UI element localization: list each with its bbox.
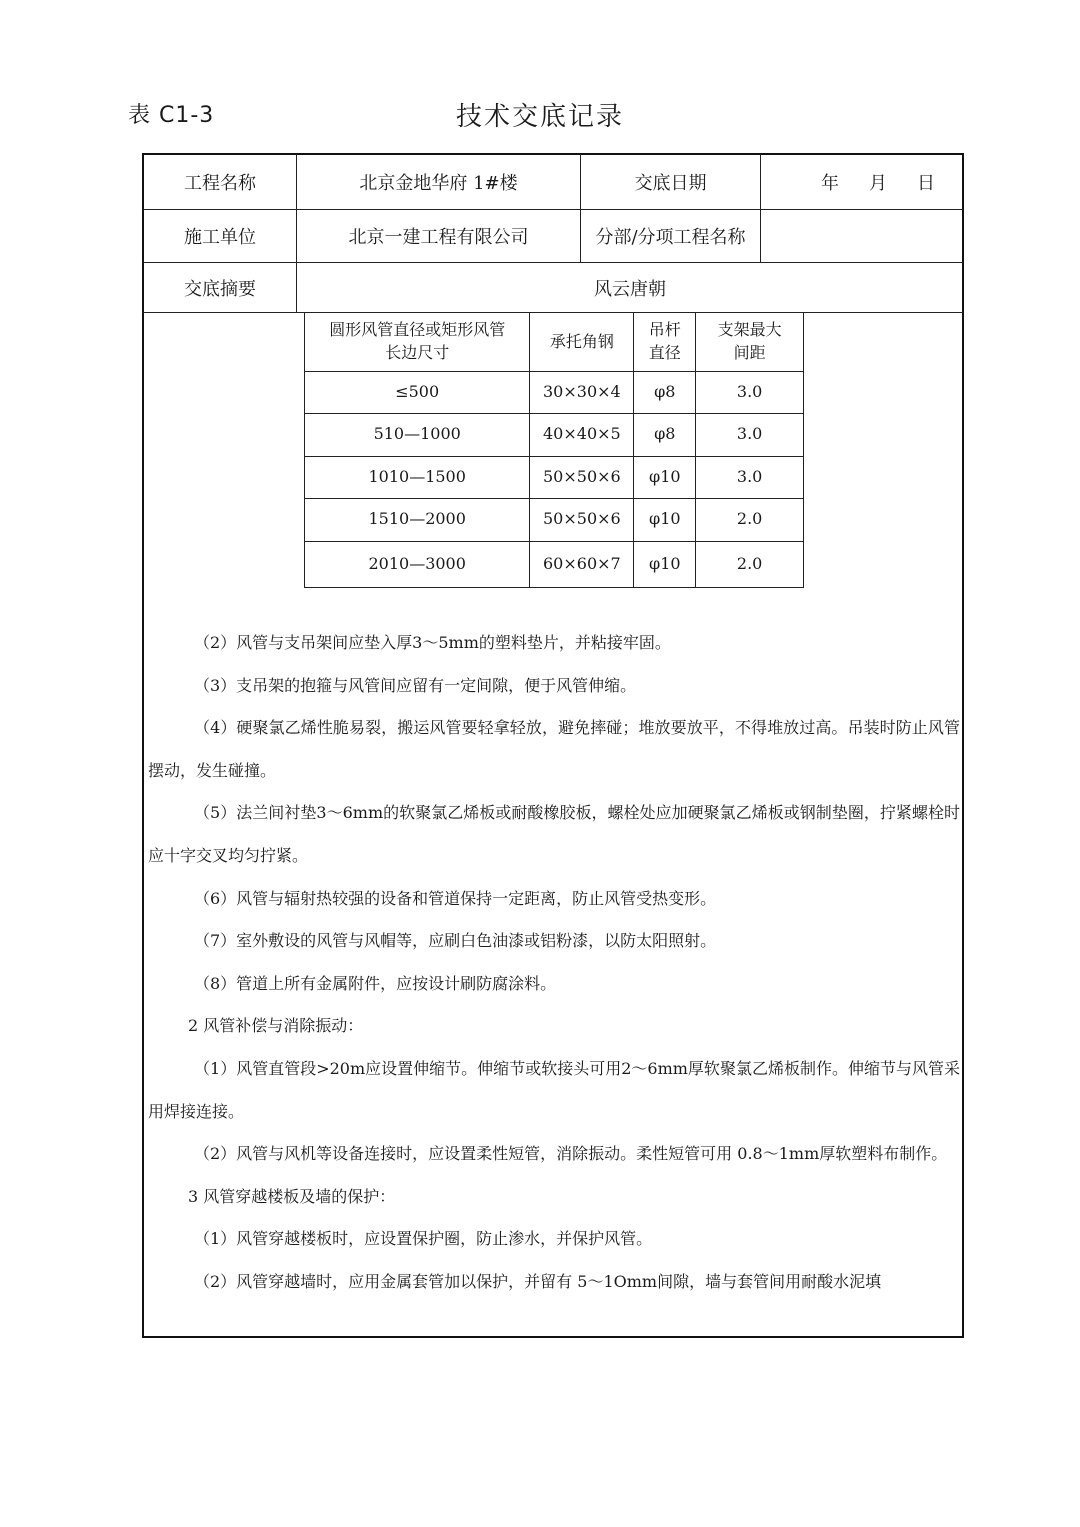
subproject-value: [761, 210, 963, 262]
paragraph: （2）风管穿越墙时，应用金属套管加以保护，并留有 5～1Omm间隙，墙与套管间用耐酸水泥填: [194, 1271, 882, 1291]
spec-cell-angle: 50×50×6: [530, 456, 634, 498]
project-name-value: 北京金地华府 1#楼: [359, 173, 518, 194]
paragraph: （8）管道上所有金属附件，应按设计刷防腐涂料。: [194, 973, 557, 993]
document-title: 技术交底记录: [455, 102, 624, 132]
paragraph: （6）风管与辐射热较强的设备和管道保持一定距离，防止风管受热变形。: [194, 888, 717, 908]
spec-cell-spacing: 3.0: [696, 413, 804, 456]
spec-cell-rod: φ10: [634, 498, 696, 541]
paragraph: （5）法兰间衬垫3～6mm的软聚氯乙烯板或耐酸橡胶板，螺栓处应加硬聚氯乙烯板或钢制垫圈，拧紧螺栓时应十字交叉均匀拧紧。: [148, 803, 960, 865]
contractor-label: 施工单位: [184, 227, 256, 248]
paragraph: （1）风管穿越楼板时，应设置保护圈，防止渗水，并保护风管。: [194, 1229, 653, 1249]
section-heading: 2 风管补偿与消除振动：: [188, 1016, 364, 1036]
date-month: 月: [869, 173, 887, 194]
spec-cell-rod: φ8: [634, 371, 696, 413]
spec-cell-size: ≤500: [305, 371, 530, 413]
spec-cell-angle: 60×60×7: [530, 541, 634, 587]
spec-cell-rod: φ10: [634, 541, 696, 587]
spec-cell-size: 1510—2000: [305, 498, 530, 541]
support-spec-table: [304, 313, 804, 587]
spec-header-max-spacing: 支架最大 间距: [696, 313, 804, 371]
date-day: 日: [917, 173, 935, 194]
date-year: 年: [821, 173, 839, 194]
summary-value: 风云唐朝: [594, 278, 666, 300]
spec-cell-angle: 30×30×4: [530, 371, 634, 413]
spec-cell-size: 510—1000: [305, 413, 530, 456]
contractor-value: 北京一建工程有限公司: [348, 227, 529, 248]
spec-cell-size: 2010—3000: [305, 541, 530, 587]
spec-cell-angle: 50×50×6: [530, 498, 634, 541]
spec-cell-size: 1010—1500: [305, 456, 530, 498]
table-row: [305, 456, 804, 498]
paragraph: （3）支吊架的抱箍与风管间应留有一定间隙，便于风管伸缩。: [194, 675, 637, 695]
spec-header-size: 圆形风管直径或矩形风管 长边尺寸: [305, 313, 530, 371]
spec-cell-angle: 40×40×5: [530, 413, 634, 456]
project-name-label: 工程名称: [184, 173, 256, 194]
paragraph: （7）室外敷设的风管与风帽等，应刷白色油漆或铝粉漆，以防太阳照射。: [194, 931, 717, 951]
spec-cell-spacing: 3.0: [696, 371, 804, 413]
spec-header-rod-diameter: 吊杆 直径: [634, 313, 696, 371]
spec-cell-rod: φ10: [634, 456, 696, 498]
section-heading: 3 风管穿越楼板及墙的保护：: [188, 1186, 396, 1206]
date-label: 交底日期: [634, 173, 707, 194]
paragraph: （2）风管与支吊架间应垫入厚3～5mm的塑料垫片，并粘接牢固。: [194, 633, 671, 652]
spec-cell-rod: φ8: [634, 413, 696, 456]
paragraph: （4）硬聚氯乙烯性脆易裂，搬运风管要轻拿轻放，避免摔碰；堆放要放平，不得堆放过高。吊装时防止风管摆动，发生碰撞。: [148, 718, 960, 780]
table-row: [305, 413, 804, 456]
table-row: [305, 541, 804, 587]
spec-cell-spacing: 3.0: [696, 456, 804, 498]
subproject-label: 分部/分项工程名称: [595, 227, 746, 248]
spec-cell-spacing: 2.0: [696, 498, 804, 541]
paragraph: （2）风管与风机等设备连接时，应设置柔性短管，消除振动。柔性短管可用 0.8～1mm厚软塑料布制作。: [194, 1144, 948, 1164]
paragraph: （1）风管直管段>20m应设置伸缩节。伸缩节或软接头可用2～6mm厚软聚氯乙烯板制作。伸缩节与风管采用焊接连接。: [148, 1058, 960, 1121]
spec-cell-spacing: 2.0: [696, 541, 804, 587]
table-row: [305, 498, 804, 541]
spec-header-angle-steel: 承托角钢: [530, 313, 634, 371]
table-row: [305, 371, 804, 413]
form-code: 表 C1-3: [128, 103, 215, 128]
disclosure-content: [148, 622, 960, 1304]
summary-label: 交底摘要: [184, 278, 256, 300]
